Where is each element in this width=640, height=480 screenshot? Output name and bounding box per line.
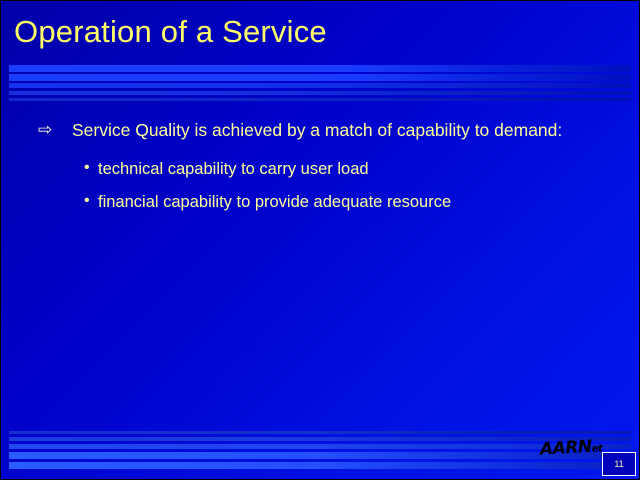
stripe bbox=[9, 437, 631, 441]
arrow-bullet-icon: ⇨ bbox=[38, 120, 53, 139]
bullet-level2-text: technical capability to carry user load bbox=[98, 160, 369, 178]
aarnet-logo bbox=[539, 436, 602, 459]
dot-bullet-icon: • bbox=[84, 159, 90, 176]
stripe bbox=[9, 65, 631, 72]
bullet-level1 bbox=[34, 118, 602, 142]
stripe bbox=[9, 444, 631, 449]
list-item bbox=[84, 191, 610, 213]
slide-body bbox=[34, 118, 610, 224]
stripe bbox=[9, 98, 631, 101]
stripe bbox=[9, 452, 631, 459]
page-title: Operation of a Service bbox=[14, 14, 327, 49]
logo-main-text: AARN bbox=[539, 436, 592, 460]
page-number: 11 bbox=[602, 452, 636, 476]
bullet-sublist bbox=[34, 158, 610, 213]
logo-suffix-text: et bbox=[591, 443, 603, 455]
list-item bbox=[84, 158, 610, 180]
bullet-level2-text: financial capability to provide adequate resource bbox=[98, 193, 452, 211]
stripe bbox=[9, 91, 631, 95]
stripe bbox=[9, 462, 631, 469]
stripe bbox=[9, 83, 631, 88]
stripe bbox=[9, 431, 631, 434]
bullet-level1-text: Service Quality is achieved by a match of capability to demand: bbox=[72, 120, 563, 140]
stripe bbox=[9, 74, 631, 81]
footer-stripes bbox=[9, 427, 631, 471]
dot-bullet-icon: • bbox=[84, 192, 90, 209]
title-divider-stripes bbox=[9, 65, 631, 103]
